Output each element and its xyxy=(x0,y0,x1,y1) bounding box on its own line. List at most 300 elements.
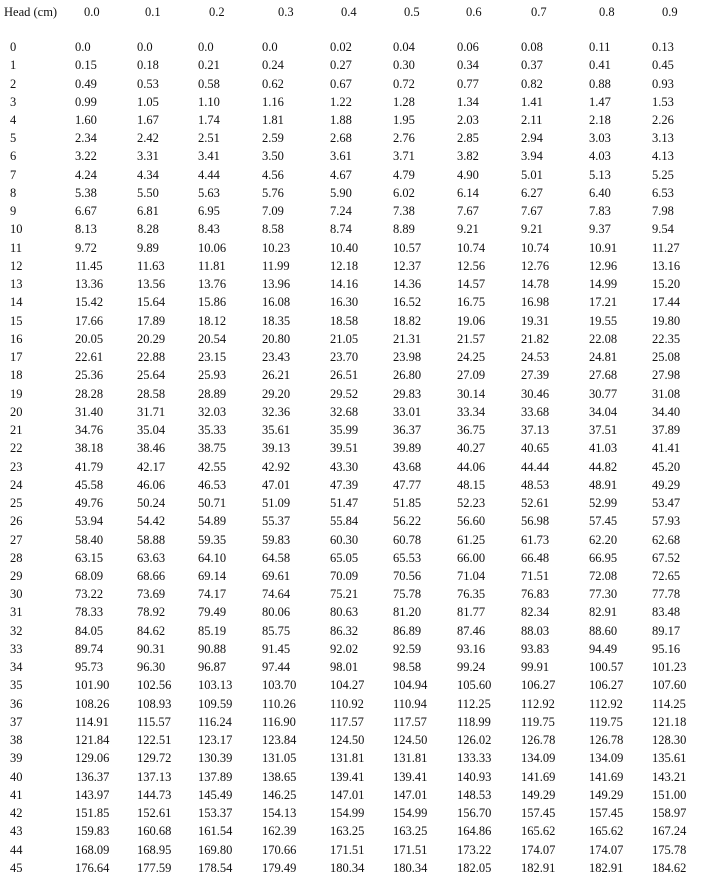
table-cell: 17.21 xyxy=(589,295,618,310)
table-cell: 20.80 xyxy=(262,331,291,346)
table-cell: 6.81 xyxy=(137,204,159,219)
table-cell: 24.53 xyxy=(521,350,550,365)
table-cell: 90.31 xyxy=(137,641,166,656)
table-cell: 0.30 xyxy=(393,58,415,73)
head-value: 17 xyxy=(10,350,23,365)
table-cell: 1.88 xyxy=(330,113,352,127)
table-cell: 56.98 xyxy=(521,514,550,529)
table-cell: 20.54 xyxy=(198,331,227,346)
table-cell: 72.65 xyxy=(652,569,681,583)
table-cell: 44.82 xyxy=(589,459,618,474)
head-value: 30 xyxy=(10,587,23,602)
table-cell: 71.51 xyxy=(521,569,550,583)
table-cell: 148.53 xyxy=(457,787,492,802)
head-value: 14 xyxy=(10,295,23,310)
table-cell: 1.28 xyxy=(393,94,415,109)
table-cell: 0.88 xyxy=(589,76,611,91)
table-cell: 116.90 xyxy=(262,714,296,729)
table-cell: 96.30 xyxy=(137,660,166,675)
table-cell: 0.49 xyxy=(75,76,97,91)
table-cell: 6.53 xyxy=(652,185,674,200)
table-cell: 79.49 xyxy=(198,605,227,620)
table-cell: 11.99 xyxy=(262,258,290,273)
table-cell: 0.11 xyxy=(589,40,611,54)
column-header: 0.8 xyxy=(599,5,615,19)
table-cell: 109.59 xyxy=(198,696,233,711)
table-cell: 35.61 xyxy=(262,423,291,437)
table-cell: 29.83 xyxy=(393,386,422,401)
table-cell: 19.80 xyxy=(652,313,681,328)
table-cell: 63.63 xyxy=(137,550,166,565)
table-cell: 78.92 xyxy=(137,605,166,620)
table-cell: 36.75 xyxy=(457,423,486,437)
table-cell: 3.61 xyxy=(330,149,352,164)
table-row xyxy=(0,842,702,859)
column-header: 0.3 xyxy=(278,5,294,19)
table-cell: 163.25 xyxy=(393,824,428,839)
table-cell: 22.61 xyxy=(75,350,104,365)
table-cell: 138.65 xyxy=(262,769,297,784)
table-cell: 131.05 xyxy=(262,751,297,766)
table-cell: 110.92 xyxy=(330,696,364,711)
table-cell: 0.53 xyxy=(137,76,159,91)
table-cell: 133.33 xyxy=(457,751,492,766)
table-cell: 46.06 xyxy=(137,477,166,492)
table-cell: 59.35 xyxy=(198,532,227,547)
table-cell: 21.57 xyxy=(457,331,486,346)
table-cell: 28.58 xyxy=(137,386,166,401)
table-cell: 171.51 xyxy=(393,842,428,857)
table-cell: 118.99 xyxy=(457,714,491,729)
table-cell: 1.60 xyxy=(75,113,97,127)
table-cell: 16.52 xyxy=(393,295,422,310)
table-cell: 108.26 xyxy=(75,696,110,711)
table-cell: 23.98 xyxy=(393,350,422,365)
table-cell: 25.36 xyxy=(75,368,104,383)
table-cell: 41.41 xyxy=(652,441,681,456)
head-value: 9 xyxy=(10,204,17,219)
table-cell: 141.69 xyxy=(521,769,556,784)
table-cell: 126.78 xyxy=(589,733,624,748)
table-cell: 25.08 xyxy=(652,350,681,365)
table-cell: 162.39 xyxy=(262,824,297,839)
table-cell: 136.37 xyxy=(75,769,110,784)
head-value: 2 xyxy=(10,76,17,91)
table-cell: 0.06 xyxy=(457,40,479,54)
table-cell: 82.34 xyxy=(521,605,550,620)
table-cell: 81.77 xyxy=(457,605,486,620)
table-cell: 40.27 xyxy=(457,441,486,456)
head-value: 34 xyxy=(10,660,23,675)
table-cell: 92.02 xyxy=(330,641,359,656)
table-cell: 47.01 xyxy=(262,477,291,492)
table-cell: 0.72 xyxy=(393,76,415,91)
table-row xyxy=(0,586,702,603)
table-cell: 179.49 xyxy=(262,860,297,875)
table-cell: 26.80 xyxy=(393,368,422,383)
table-cell: 30.77 xyxy=(589,386,618,401)
table-cell: 171.51 xyxy=(330,842,365,857)
table-cell: 128.30 xyxy=(652,733,687,748)
table-cell: 176.64 xyxy=(75,860,110,875)
head-value: 26 xyxy=(10,514,23,529)
table-cell: 95.73 xyxy=(75,660,104,675)
table-cell: 35.33 xyxy=(198,423,227,437)
table-cell: 1.67 xyxy=(137,113,159,127)
table-cell: 25.64 xyxy=(137,368,166,383)
table-cell: 97.44 xyxy=(262,660,291,675)
table-cell: 53.94 xyxy=(75,514,104,529)
table-cell: 99.24 xyxy=(457,660,486,675)
table-cell: 103.13 xyxy=(198,678,233,693)
table-cell: 131.81 xyxy=(393,751,428,766)
table-row xyxy=(0,823,702,840)
table-cell: 68.09 xyxy=(75,569,104,583)
table-cell: 7.09 xyxy=(262,204,284,219)
table-cell: 85.75 xyxy=(262,623,291,638)
table-cell: 52.99 xyxy=(589,496,618,510)
table-cell: 147.01 xyxy=(393,787,428,802)
table-cell: 56.22 xyxy=(393,514,422,529)
table-cell: 65.53 xyxy=(393,550,422,565)
table-cell: 124.50 xyxy=(393,733,428,748)
table-cell: 182.91 xyxy=(521,860,556,875)
table-cell: 137.13 xyxy=(137,769,172,784)
table-cell: 73.22 xyxy=(75,587,104,602)
table-cell: 78.33 xyxy=(75,605,104,620)
head-value: 40 xyxy=(10,769,23,784)
table-cell: 1.10 xyxy=(198,94,220,109)
table-cell: 178.54 xyxy=(198,860,233,875)
table-cell: 51.85 xyxy=(393,496,422,510)
head-value: 24 xyxy=(10,477,23,492)
table-cell: 55.84 xyxy=(330,514,359,529)
table-row xyxy=(0,568,702,585)
table-cell: 81.20 xyxy=(393,605,422,620)
column-header: 0.7 xyxy=(531,5,547,19)
table-cell: 11.27 xyxy=(652,240,680,255)
table-cell: 15.64 xyxy=(137,295,166,310)
table-cell: 66.48 xyxy=(521,550,550,565)
table-cell: 43.30 xyxy=(330,459,359,474)
table-row xyxy=(0,258,702,275)
table-cell: 3.13 xyxy=(652,131,674,146)
table-cell: 177.59 xyxy=(137,860,172,875)
table-cell: 0.99 xyxy=(75,94,97,109)
table-cell: 123.17 xyxy=(198,733,233,748)
table-cell: 108.93 xyxy=(137,696,172,711)
table-cell: 157.45 xyxy=(521,806,556,821)
table-cell: 96.87 xyxy=(198,660,227,675)
table-cell: 1.22 xyxy=(330,94,352,109)
table-cell: 1.53 xyxy=(652,94,674,109)
table-cell: 170.66 xyxy=(262,842,297,857)
table-cell: 149.29 xyxy=(589,787,624,802)
table-cell: 13.96 xyxy=(262,277,291,292)
table-cell: 15.86 xyxy=(198,295,227,310)
table-cell: 114.25 xyxy=(652,696,686,711)
table-cell: 129.06 xyxy=(75,751,110,766)
table-cell: 64.58 xyxy=(262,550,291,565)
table-row xyxy=(0,659,702,676)
table-cell: 37.89 xyxy=(652,423,681,437)
table-row xyxy=(0,422,702,439)
table-cell: 14.99 xyxy=(589,277,618,292)
table-cell: 57.45 xyxy=(589,514,618,529)
table-cell: 5.13 xyxy=(589,167,611,182)
table-cell: 10.74 xyxy=(521,240,550,255)
table-cell: 154.99 xyxy=(330,806,365,821)
table-cell: 56.60 xyxy=(457,514,486,529)
table-cell: 83.48 xyxy=(652,605,681,620)
table-cell: 18.35 xyxy=(262,313,291,328)
table-cell: 22.88 xyxy=(137,350,166,365)
table-cell: 7.67 xyxy=(521,204,543,219)
table-cell: 38.46 xyxy=(137,441,166,456)
table-cell: 29.52 xyxy=(330,386,359,401)
table-cell: 4.79 xyxy=(393,167,415,182)
table-cell: 77.30 xyxy=(589,587,618,602)
table-cell: 0.04 xyxy=(393,40,415,54)
table-cell: 60.78 xyxy=(393,532,422,547)
table-cell: 75.78 xyxy=(393,587,422,602)
table-cell: 11.45 xyxy=(75,258,103,273)
table-cell: 61.73 xyxy=(521,532,550,547)
table-row xyxy=(0,732,702,749)
table-cell: 147.01 xyxy=(330,787,365,802)
column-header: 0.4 xyxy=(341,5,357,19)
head-value: 3 xyxy=(10,94,17,109)
table-cell: 123.84 xyxy=(262,733,297,748)
table-cell: 105.60 xyxy=(457,678,492,693)
table-cell: 19.31 xyxy=(521,313,550,328)
head-value: 21 xyxy=(10,423,23,437)
head-value: 22 xyxy=(10,441,23,456)
table-cell: 9.89 xyxy=(137,240,159,255)
table-cell: 101.90 xyxy=(75,678,110,693)
table-cell: 0.08 xyxy=(521,40,543,54)
head-value: 39 xyxy=(10,751,23,766)
table-cell: 5.25 xyxy=(652,167,674,182)
table-cell: 27.39 xyxy=(521,368,550,383)
table-cell: 29.20 xyxy=(262,386,291,401)
column-header: 0.0 xyxy=(84,5,100,19)
table-cell: 135.61 xyxy=(652,751,687,766)
table-cell: 86.89 xyxy=(393,623,422,638)
table-cell: 1.95 xyxy=(393,113,415,127)
table-cell: 74.64 xyxy=(262,587,291,602)
table-cell: 17.89 xyxy=(137,313,166,328)
table-cell: 7.24 xyxy=(330,204,352,219)
table-cell: 3.41 xyxy=(198,149,220,164)
table-cell: 0.62 xyxy=(262,76,284,91)
table-cell: 9.37 xyxy=(589,222,611,237)
head-value: 8 xyxy=(10,185,17,200)
table-cell: 27.98 xyxy=(652,368,681,383)
table-cell: 7.38 xyxy=(393,204,415,219)
table-cell: 76.35 xyxy=(457,587,486,602)
table-cell: 46.53 xyxy=(198,477,227,492)
table-cell: 110.26 xyxy=(262,696,296,711)
table-cell: 70.09 xyxy=(330,569,359,583)
table-cell: 3.71 xyxy=(393,149,415,164)
table-cell: 1.05 xyxy=(137,94,159,109)
table-cell: 70.56 xyxy=(393,569,422,583)
table-cell: 0.0 xyxy=(262,40,278,54)
table-cell: 121.84 xyxy=(75,733,110,748)
head-value: 13 xyxy=(10,277,23,292)
table-cell: 12.18 xyxy=(330,258,359,273)
table-cell: 139.41 xyxy=(393,769,428,784)
table-cell: 139.41 xyxy=(330,769,365,784)
table-cell: 14.57 xyxy=(457,277,486,292)
table-cell: 39.13 xyxy=(262,441,291,456)
head-value: 45 xyxy=(10,860,23,875)
table-cell: 0.13 xyxy=(652,40,674,54)
head-value: 25 xyxy=(10,496,23,510)
table-cell: 0.27 xyxy=(330,58,352,73)
table-cell: 10.74 xyxy=(457,240,486,255)
head-value: 4 xyxy=(10,113,17,127)
table-cell: 42.55 xyxy=(198,459,227,474)
table-cell: 2.59 xyxy=(262,131,284,146)
table-cell: 26.21 xyxy=(262,368,291,383)
table-cell: 31.08 xyxy=(652,386,681,401)
table-cell: 86.32 xyxy=(330,623,359,638)
table-cell: 28.28 xyxy=(75,386,104,401)
table-cell: 102.56 xyxy=(137,678,172,693)
table-cell: 2.51 xyxy=(198,131,220,146)
head-value: 18 xyxy=(10,368,23,383)
table-cell: 26.51 xyxy=(330,368,359,383)
table-cell: 2.68 xyxy=(330,131,352,146)
table-cell: 0.82 xyxy=(521,76,543,91)
table-cell: 6.67 xyxy=(75,204,97,219)
column-header: 0.6 xyxy=(466,5,482,19)
table-cell: 11.63 xyxy=(137,258,165,273)
table-row xyxy=(0,459,702,476)
head-value: 7 xyxy=(10,167,17,182)
table-cell: 10.06 xyxy=(198,240,227,255)
table-cell: 104.27 xyxy=(330,678,365,693)
table-cell: 119.75 xyxy=(521,714,555,729)
table-cell: 131.81 xyxy=(330,751,365,766)
table-row xyxy=(0,94,702,111)
table-row xyxy=(0,769,702,786)
table-cell: 53.47 xyxy=(652,496,681,510)
table-cell: 19.06 xyxy=(457,313,486,328)
table-cell: 0.37 xyxy=(521,58,543,73)
table-cell: 39.89 xyxy=(393,441,422,456)
table-row xyxy=(0,39,702,56)
table-cell: 66.95 xyxy=(589,550,618,565)
table-row xyxy=(0,203,702,220)
table-cell: 3.03 xyxy=(589,131,611,146)
table-cell: 9.54 xyxy=(652,222,674,237)
table-cell: 16.30 xyxy=(330,295,359,310)
table-cell: 64.10 xyxy=(198,550,227,565)
table-cell: 88.60 xyxy=(589,623,618,638)
table-row xyxy=(0,495,702,512)
table-row xyxy=(0,112,702,129)
table-cell: 152.61 xyxy=(137,806,172,821)
table-cell: 27.09 xyxy=(457,368,486,383)
table-cell: 134.09 xyxy=(521,751,556,766)
table-cell: 12.56 xyxy=(457,258,486,273)
table-cell: 154.99 xyxy=(393,806,428,821)
table-cell: 116.24 xyxy=(198,714,232,729)
table-cell: 117.57 xyxy=(393,714,427,729)
table-cell: 48.15 xyxy=(457,477,486,492)
head-value: 16 xyxy=(10,331,23,346)
table-cell: 94.49 xyxy=(589,641,618,656)
table-cell: 140.93 xyxy=(457,769,492,784)
table-cell: 32.36 xyxy=(262,404,291,419)
table-cell: 13.16 xyxy=(652,258,681,273)
table-cell: 45.20 xyxy=(652,459,681,474)
table-cell: 93.83 xyxy=(521,641,550,656)
table-cell: 89.74 xyxy=(75,641,104,656)
table-cell: 35.04 xyxy=(137,423,166,437)
table-cell: 1.81 xyxy=(262,113,284,127)
table-cell: 54.42 xyxy=(137,514,166,529)
table-cell: 98.01 xyxy=(330,660,359,675)
table-cell: 8.43 xyxy=(198,222,220,237)
table-cell: 18.82 xyxy=(393,313,422,328)
table-cell: 85.19 xyxy=(198,623,227,638)
table-cell: 99.91 xyxy=(521,660,550,675)
table-cell: 122.51 xyxy=(137,733,172,748)
table-cell: 24.25 xyxy=(457,350,486,365)
table-cell: 0.41 xyxy=(589,58,611,73)
table-cell: 158.97 xyxy=(652,806,687,821)
table-cell: 4.03 xyxy=(589,149,611,164)
head-value: 11 xyxy=(10,240,23,255)
table-cell: 37.13 xyxy=(521,423,550,437)
table-cell: 4.90 xyxy=(457,167,479,182)
table-cell: 55.37 xyxy=(262,514,291,529)
table-cell: 24.81 xyxy=(589,350,618,365)
table-cell: 11.81 xyxy=(198,258,226,273)
column-header: 0.1 xyxy=(145,5,161,19)
table-cell: 137.89 xyxy=(198,769,233,784)
table-cell: 126.02 xyxy=(457,733,492,748)
table-cell: 54.89 xyxy=(198,514,227,529)
table-cell: 119.75 xyxy=(589,714,623,729)
table-cell: 32.68 xyxy=(330,404,359,419)
table-cell: 6.40 xyxy=(589,185,611,200)
table-cell: 117.57 xyxy=(330,714,364,729)
table-cell: 84.05 xyxy=(75,623,104,638)
table-cell: 41.79 xyxy=(75,459,104,474)
table-cell: 4.13 xyxy=(652,149,674,164)
table-cell: 110.94 xyxy=(393,696,427,711)
table-cell: 34.76 xyxy=(75,423,104,437)
table-cell: 112.25 xyxy=(457,696,491,711)
table-cell: 3.94 xyxy=(521,149,543,164)
table-cell: 34.40 xyxy=(652,404,681,419)
head-value: 33 xyxy=(10,641,23,656)
table-cell: 4.44 xyxy=(198,167,220,182)
table-cell: 0.21 xyxy=(198,58,220,73)
table-cell: 145.49 xyxy=(198,787,233,802)
table-cell: 182.91 xyxy=(589,860,624,875)
table-cell: 6.14 xyxy=(457,185,479,200)
table-cell: 52.23 xyxy=(457,496,486,510)
table-cell: 165.62 xyxy=(521,824,556,839)
table-cell: 65.05 xyxy=(330,550,359,565)
table-cell: 184.62 xyxy=(652,860,687,875)
